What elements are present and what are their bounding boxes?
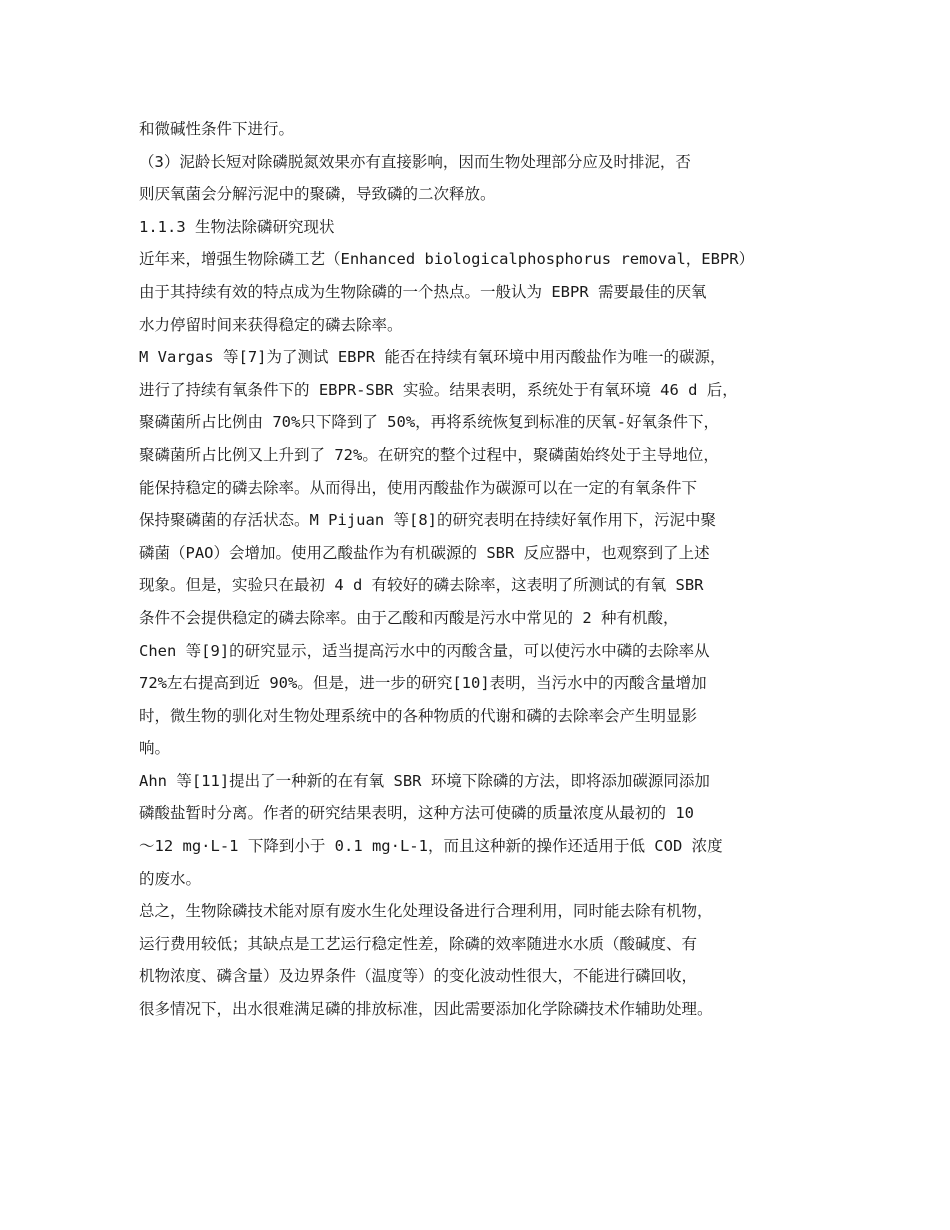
text-line: M Vargas 等[7]为了测试 EBPR 能否在持续有氧环境中用丙酸盐作为唯一的碳源，: [139, 348, 726, 367]
text-line: 聚磷菌所占比例又上升到了 72%。在研究的整个过程中，聚磷菌始终处于主导地位，: [139, 445, 719, 464]
text-line: 水力停留时间来获得稳定的磷去除率。: [139, 315, 403, 334]
text-line: 能保持稳定的磷去除率。从而得出，使用丙酸盐作为碳源可以在一定的有氧条件下: [139, 478, 698, 497]
text-line: 现象。但是，实验只在最初 4 d 有较好的磷去除率，这表明了所测试的有氧 SBR: [139, 576, 704, 595]
text-line: Chen 等[9]的研究显示，适当提高污水中的丙酸含量，可以使污水中磷的去除率从: [139, 641, 710, 660]
text-line: 条件不会提供稳定的磷去除率。由于乙酸和丙酸是污水中常见的 2 种有机酸，: [139, 608, 679, 627]
text-line: 响。: [139, 739, 171, 758]
text-line: 运行费用较低；其缺点是工艺运行稳定性差，除磷的效率随进水水质（酸碱度、有: [139, 934, 698, 953]
text-line: 磷菌（PAO）会增加。使用乙酸盐作为有机碳源的 SBR 反应器中，也观察到了上述: [139, 543, 710, 562]
text-line: Ahn 等[11]提出了一种新的在有氧 SBR 环境下除磷的方法，即将添加碳源同添加: [139, 771, 710, 790]
text-line: （3）泥龄长短对除磷脱氮效果亦有直接影响，因而生物处理部分应及时排泥，否: [139, 152, 691, 171]
text-line: ～12 mg·L-1 下降到小于 0.1 mg·L-1，而且这种新的操作还适用于低 COD 浓度: [139, 837, 723, 856]
text-line: 保持聚磷菌的存活状态。M Pijuan 等[8]的研究表明在持续好氧作用下，污泥中聚: [139, 511, 716, 530]
text-line: 磷酸盐暂时分离。作者的研究结果表明，这种方法可使磷的质量浓度从最初的 10: [139, 804, 694, 823]
text-line: 聚磷菌所占比例由 70%只下降到了 50%，再将系统恢复到标准的厌氧-好氧条件下，: [139, 413, 719, 432]
text-line: 则厌氧菌会分解污泥中的聚磷，导致磷的二次释放。: [139, 185, 496, 204]
text-line: 的废水。: [139, 869, 202, 888]
text-line: 机物浓度、磷含量）及边界条件（温度等）的变化波动性很大，不能进行磷回收，: [139, 967, 698, 986]
text-line: 进行了持续有氧条件下的 EBPR-SBR 实验。结果表明，系统处于有氧环境 46 d 后，: [139, 380, 738, 399]
text-line: 总之，生物除磷技术能对原有废水生化处理设备进行合理利用，同时能去除有机物，: [139, 902, 713, 921]
text-line: 由于其持续有效的特点成为生物除磷的一个热点。一般认为 EBPR 需要最佳的厌氧: [139, 282, 707, 301]
text-line: 和微碱性条件下进行。: [139, 120, 295, 138]
document-body: [139, 113, 829, 1026]
text-line: 时，微生物的驯化对生物处理系统中的各种物质的代谢和磷的去除率会产生明显影: [139, 706, 698, 725]
text-line: 近年来，增强生物除磷工艺（Enhanced biologicalphosphorus removal，EBPR）: [139, 250, 755, 269]
text-line: 72%左右提高到近 90%。但是，进一步的研究[10]表明，当污水中的丙酸含量增加: [139, 674, 707, 693]
text-line: 很多情况下，出水很难满足磷的排放标准，因此需要添加化学除磷技术作辅助处理。: [139, 1000, 713, 1019]
section-heading: 1.1.3 生物法除磷研究现状: [139, 217, 335, 236]
